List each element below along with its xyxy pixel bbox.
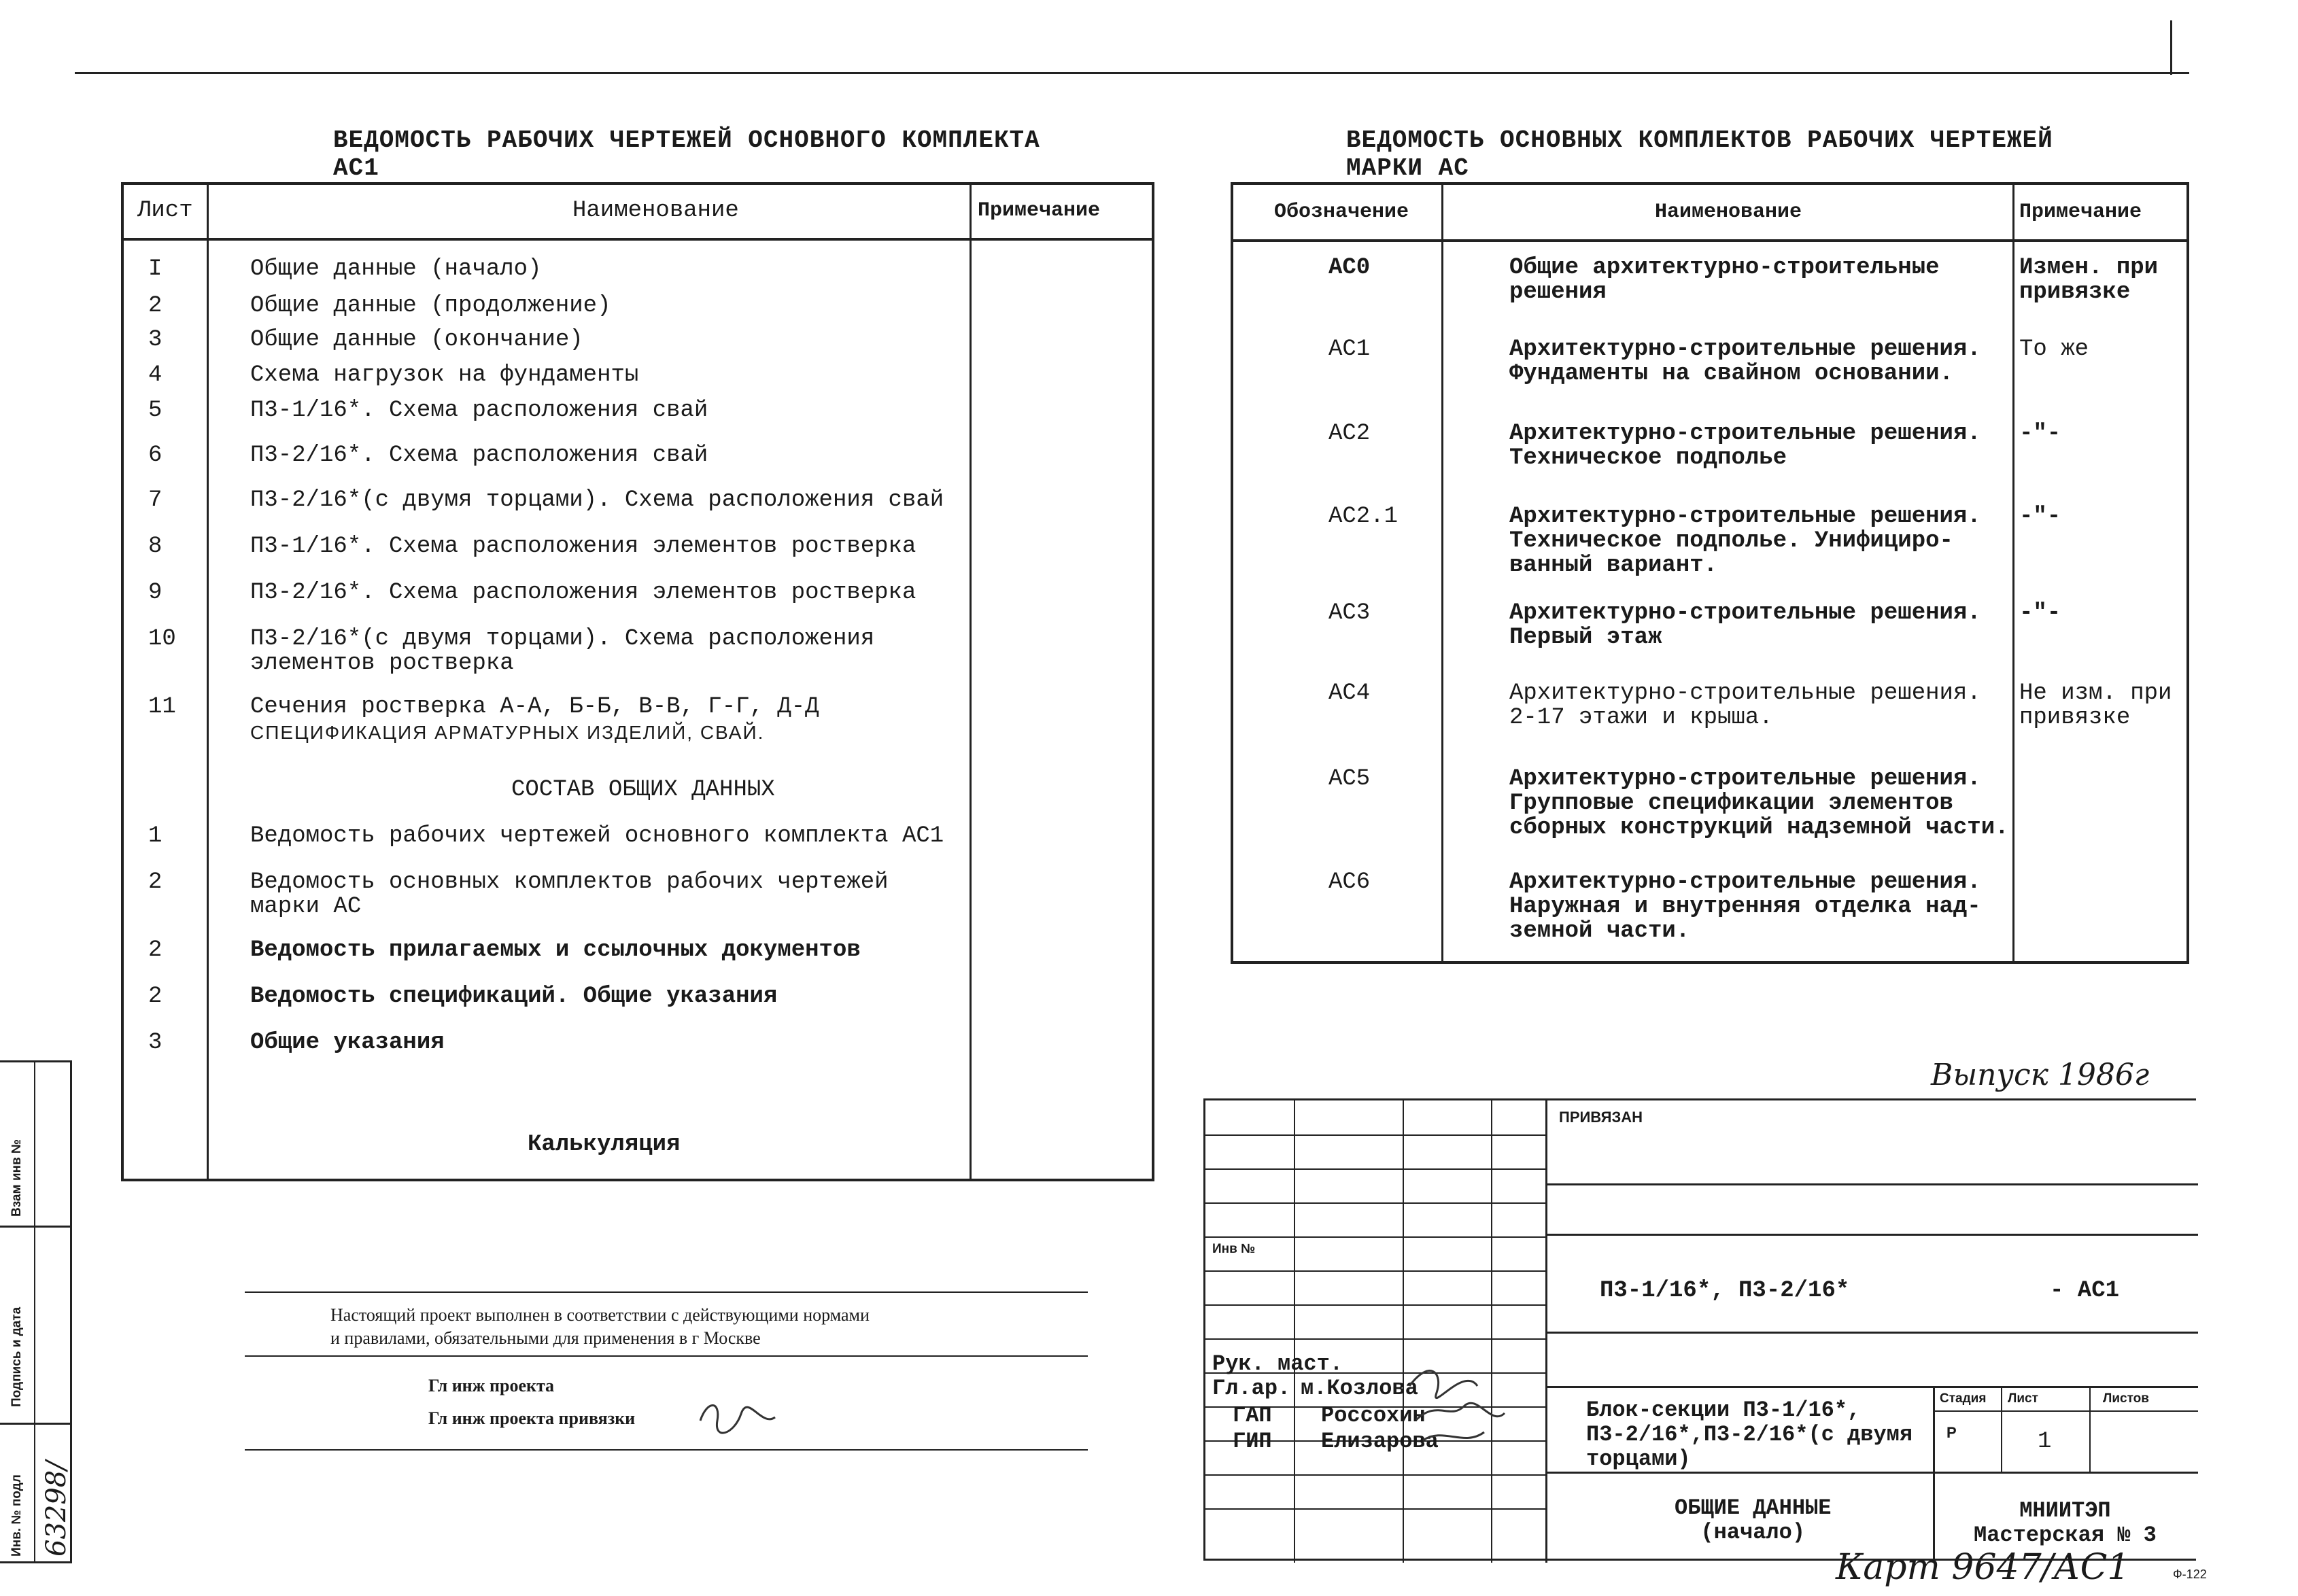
top-right-tick [2170, 20, 2172, 75]
table-row: -"- [2019, 421, 2061, 447]
list-item: 9 [148, 580, 162, 606]
chief-engineer-binding-label: Гл инж проекта привязки [428, 1408, 636, 1428]
list-item: Сечения ростверка А-А, Б-Б, В-В, Г-Г, Д-Д [250, 694, 819, 720]
signature-mark [693, 1393, 789, 1441]
inv-subscript-label: Инв. № подл [10, 1474, 24, 1557]
table-row: АС0 [1328, 255, 1371, 281]
left-table-footer: Калькуляция [528, 1132, 681, 1158]
list-item: П3-2/16*(с двумя торцами). Схема расположения элементов ростверка [250, 626, 875, 676]
stage-label: Стадия [1940, 1391, 1987, 1406]
list-item: П3-1/16*. Схема расположения свай [250, 398, 708, 423]
role-label: ГИП [1233, 1429, 1272, 1454]
bound-label: ПРИВЯЗАН [1559, 1109, 1643, 1126]
table-row: АС2 [1328, 421, 1371, 447]
table-row: Общие архитектурно-строительные решения [1509, 255, 1940, 305]
list-item: 3 [148, 327, 162, 353]
sheet-value: 1 [2038, 1429, 2052, 1455]
list-item: Схема нагрузок на фундаменты [250, 362, 639, 388]
list-item: 10 [148, 626, 176, 652]
table-row: Архитектурно-строительные решения. 2-17 этажи и крыша. [1509, 680, 1981, 731]
left-table [121, 182, 1154, 1181]
table-row: АС6 [1328, 869, 1371, 895]
archive-note: Карт 9647/АС1 [1836, 1547, 2130, 1588]
inv-label: Инв № [1212, 1242, 1256, 1256]
form-code: Ф-122 [2173, 1567, 2207, 1581]
top-border [75, 72, 2189, 74]
role-label: Гл.ар. [1212, 1376, 1291, 1401]
list-item: 6 [148, 443, 162, 468]
issue-year: Выпуск 1986г [1931, 1058, 2150, 1092]
table-row: АС2.1 [1328, 504, 1399, 530]
left-header-name: Наименование [572, 198, 739, 224]
list-item: 2 [148, 937, 162, 963]
object-name: Блок-секции П3-1/16*, П3-2/16*,П3-2/16*(с двумя торцами) [1586, 1398, 1913, 1472]
list-item: I [148, 256, 162, 282]
list-item: Общие данные (окончание) [250, 327, 583, 353]
stage-value: Р [1947, 1424, 1957, 1441]
role-name: м.Козлова [1301, 1376, 1418, 1401]
list-item: Общие указания [250, 1030, 445, 1056]
role-label: Рук. маст. [1212, 1351, 1343, 1376]
list-item: Ведомость прилагаемых и ссылочных документов [250, 937, 861, 963]
list-item: 3 [148, 1030, 162, 1056]
organization: МНИИТЭП Мастерская № 3 [1974, 1498, 2157, 1548]
chief-engineer-label: Гл инж проекта [428, 1376, 555, 1395]
right-header-name: Наименование [1655, 201, 1802, 224]
table-row: -"- [2019, 504, 2061, 530]
section-title: СОСТАВ ОБЩИХ ДАННЫХ [511, 777, 775, 803]
right-table-title: ВЕДОМОСТЬ ОСНОВНЫХ КОМПЛЕКТОВ РАБОЧИХ ЧЕРТЕЖЕЙ МАРКИ АС [1346, 126, 2053, 182]
table-row: Архитектурно-строительные решения. Техническое подполье [1509, 421, 1981, 471]
sheets-label: Листов [2103, 1391, 2149, 1406]
signature-marks [1403, 1345, 1539, 1454]
note-top-line [245, 1291, 1088, 1293]
right-header-note: Примечание [2019, 201, 2142, 224]
inv-number: 63298/ [41, 1461, 72, 1557]
table-row: Архитектурно-строительные решения. Первый этаж [1509, 600, 1981, 650]
table-row: Не изм. при привязке [2019, 680, 2172, 731]
compliance-note: Настоящий проект выполнен в соответствии с действующими нормами и правилами, обязательными для применения в г Москве [330, 1305, 870, 1348]
table-row: -"- [2019, 600, 2061, 626]
list-item: 5 [148, 398, 162, 423]
sign-label: Подпись и дата [10, 1306, 24, 1407]
list-item: 8 [148, 534, 162, 559]
list-item: 4 [148, 362, 162, 388]
table-row: Архитектурно-строительные решения. Техническое подполье. Унифициро- ванный вариант. [1509, 504, 1981, 578]
left-header-sheet: Лист [137, 198, 193, 224]
table-row: АС5 [1328, 766, 1371, 792]
list-item: 2 [148, 984, 162, 1009]
table-row: АС4 [1328, 680, 1371, 706]
right-table [1231, 182, 2189, 964]
list-item: Общие данные (начало) [250, 256, 542, 282]
list-item: 2 [148, 293, 162, 319]
handwritten-addition: СПЕЦИФИКАЦИЯ АРМАТУРНЫХ ИЗДЕЛИЙ, СВАЙ. [250, 722, 765, 743]
sheet-label: Лист [2008, 1391, 2038, 1406]
list-item: П3-2/16*. Схема расположения свай [250, 443, 708, 468]
list-item: 7 [148, 487, 162, 513]
list-item: 11 [148, 694, 176, 720]
list-item: Ведомость рабочих чертежей основного комплекта АС1 [250, 823, 944, 849]
role-name: Елизарова [1321, 1429, 1439, 1454]
table-row: То же [2019, 336, 2089, 362]
mark: - АС1 [2050, 1278, 2120, 1304]
table-row: Архитектурно-строительные решения. Фундаменты на свайном основании. [1509, 336, 1981, 387]
table-row: Измен. при привязке [2019, 255, 2159, 305]
role-label: ГАП [1233, 1403, 1272, 1428]
table-row: АС1 [1328, 336, 1371, 362]
table-row: Архитектурно-строительные решения. Групповые спецификации элементов сборных конструкций надземной части. [1509, 766, 2009, 841]
list-item: П3-1/16*. Схема расположения элементов ростверка [250, 534, 916, 559]
right-header-code: Обозначение [1274, 201, 1409, 224]
sheet-name: ОБЩИЕ ДАННЫЕ (начало) [1675, 1495, 1832, 1545]
list-item: Ведомость спецификаций. Общие указания [250, 984, 778, 1009]
left-table-title: ВЕДОМОСТЬ РАБОЧИХ ЧЕРТЕЖЕЙ ОСНОВНОГО КОМПЛЕКТА АС1 [333, 126, 1040, 182]
table-row: АС3 [1328, 600, 1371, 626]
note-mid-line [245, 1355, 1088, 1357]
left-header-note: Примечание [978, 199, 1101, 222]
list-item: Общие данные (продолжение) [250, 293, 611, 319]
list-item: 2 [148, 869, 162, 895]
swap-label: Взам инв № [10, 1139, 24, 1217]
list-item: П3-2/16*. Схема расположения элементов ростверка [250, 580, 916, 606]
designation: П3-1/16*, П3-2/16* [1600, 1278, 1850, 1304]
table-row: Архитектурно-строительные решения. Наружная и внутренняя отделка над- земной части. [1509, 869, 1981, 944]
list-item: 1 [148, 823, 162, 849]
list-item: Ведомость основных комплектов рабочих чертежей марки АС [250, 869, 889, 920]
role-name: Россохин [1321, 1403, 1426, 1428]
note-bottom-line [245, 1449, 1088, 1451]
title-block [1203, 1098, 2196, 1561]
list-item: П3-2/16*(с двумя торцами). Схема расположения свай [250, 487, 944, 513]
